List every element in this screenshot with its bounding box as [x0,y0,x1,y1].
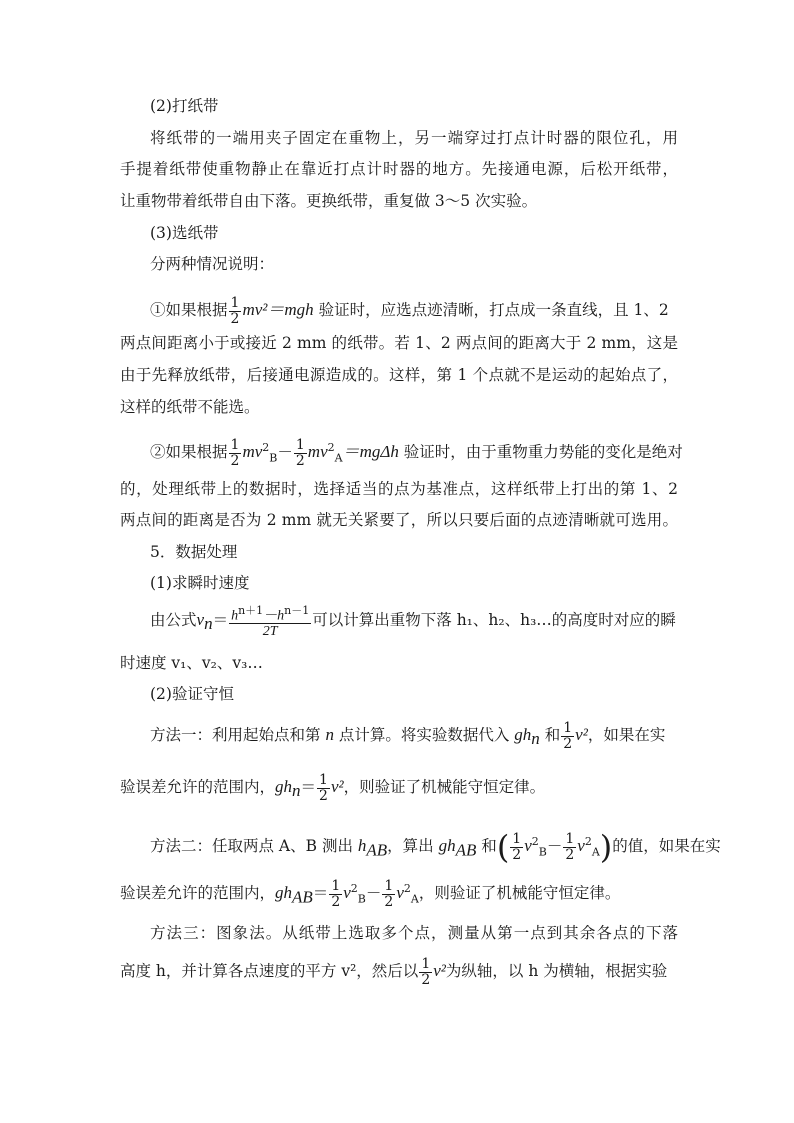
fraction-half: $\frac{1}{2}$ [230,294,240,327]
section-title-select-tape: (3)选纸带 [150,224,219,242]
method2-line2: 验误差允许的范围内，$gh_{AB}=$ $\frac{1}{2}$ $v^2_B-$ $\frac{1}{2}$ $v^2_A$，则验证了机械能守恒定律。 [120,877,621,910]
section-title-data-processing: 5．数据处理 [150,543,238,561]
paragraph-line: 的，处理纸带上的数据时，选择适当的点为基准点，这样纸带上打出的第 1、2 [120,480,678,498]
paragraph-line: 两点间距离小于或接近 2 mm 的纸带。若 1、2 两点间的距离大于 2 mm，这是 [120,334,678,352]
paragraph-line: 时速度 v₁、v₂、v₃… [120,654,263,672]
paragraph-line: 由于先释放纸带，后接通电源造成的。这样，第 1 个点就不是运动的起始点了， [120,366,678,384]
intro-line: 分两种情况说明： [150,255,275,273]
method2-line: 方法二：任取两点 A、B 测出 $h_{AB}$，算出 $gh_{AB}$ 和( $\frac{1}{2}$ $v^2_B-$ $\frac{1}{2}$ $v^2_A$)的值，如果在实 [150,828,721,867]
velocity-fraction: $\frac{h^{n+1}-h^{n-1}}{2T}$ [231,603,310,640]
paragraph-line: 手提着纸带使重物静止在靠近打点计时器的地方。先接通电源，后松开纸带， [120,160,678,178]
case1-line: ①如果根据 $\frac{1}{2}$ mv²＝mgh 验证时，应选点迹清晰，打点成一条直线，且 1、2 [150,294,669,327]
method1-line2: 验误差允许的范围内，$gh_n=$ $\frac{1}{2}$ v²，则验证了机械能守恒定律。 [120,771,546,804]
paragraph-line: 让重物带着纸带自由下落。更换纸带，重复做 3～5 次实验。 [120,192,538,210]
method1-line: 方法一：利用起始点和第 n 点计算。将实验数据代入 $gh_n$ 和 $\frac{1}{2}$ v²，如果在实 [150,719,666,752]
velocity-formula-line: 由公式$v_n=$ $\frac{h^{n+1}-h^{n-1}}{2T}$ 可以计算出重物下落 h₁、h₂、h₃…的高度时对应的瞬 [150,603,676,640]
method3-line: 方法三：图象法。从纸带上选取多个点，测量从第一点到其余各点的下落 [150,924,678,942]
case2-line: ②如果根据 $\frac{1}{2}$ $mv^2_B-$ $\frac{1}{2}$ $mv^2_A=mg\Delta h$ 验证时，由于重物重力势能的变化是绝对 [150,436,683,469]
paragraph-line: 两点间的距离是否为 2 mm 就无关紧要了，所以只要后面的点迹清晰就可选用。 [120,511,678,529]
section-title-print-tape: (2)打纸带 [150,97,219,115]
paragraph-line: 这样的纸带不能选。 [120,398,260,416]
subsection-title-velocity: (1)求瞬时速度 [150,574,250,592]
subsection-title-conservation: (2)验证守恒 [150,685,234,703]
method3-line2: 高度 h，并计算各点速度的平方 v²，然后以 $\frac{1}{2}$ v²为纵轴，以 h 为横轴，根据实验 [120,955,668,988]
paragraph-line: 将纸带的一端用夹子固定在重物上，另一端穿过打点计时器的限位孔，用 [150,129,678,147]
